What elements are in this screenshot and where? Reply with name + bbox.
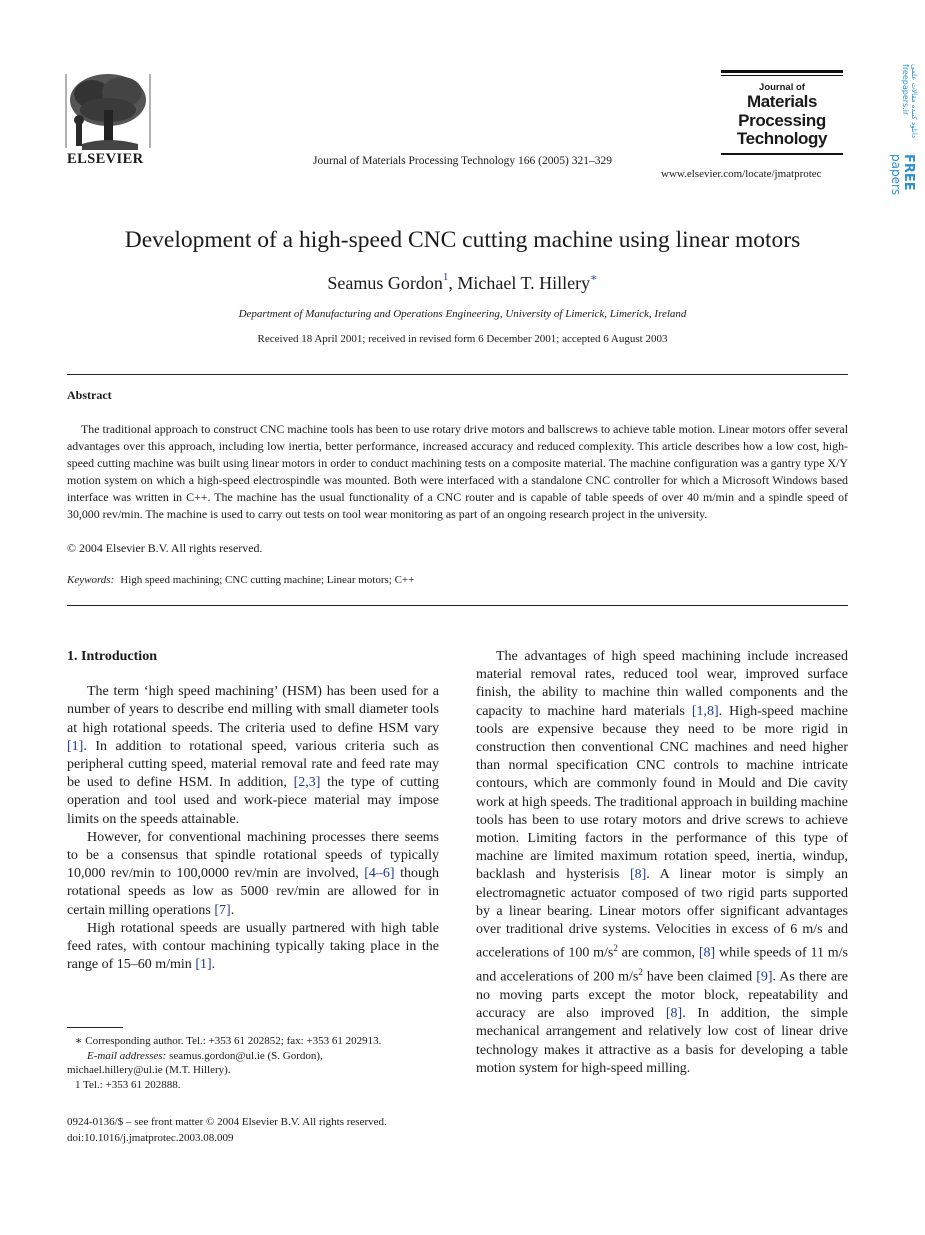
citation-link[interactable]: [8] [698,945,716,961]
journal-title-box [721,70,843,155]
keywords-text: High speed machining; CNC cutting machine; Linear motors; C++ [120,574,415,586]
journal-of-label: Journal of [759,82,805,93]
journal-url[interactable]: www.elsevier.com/locate/jmatprotec [661,168,822,180]
issn-line: 0924-0136/$ – see front matter © 2004 Elsevier B.V. All rights reserved. [67,1116,387,1128]
paragraph-1: The term ‘high speed machining’ (HSM) has been used for a number of years to describe end milling with small diameter tools at high rotational speeds. The criteria used to define HSM vary [1]. In addition to rotational speed, various criteria such as peripheral cutting speed, material removal rate and feed rate may be used to define HSM. In addition, [2,3] the type of cutting operation and tool used and work-piece material may impose limits on the speeds attainable. [67,684,439,827]
elsevier-tree-icon [62,70,154,152]
paragraph-2: However, for conventional machining processes there seems to be a consensus that spindle rotational speeds of typically 10,000 rev/min to 100,0000 rev/min are involved, [4–6] though rotational speeds as low as 5000 rev/min are allowed for in certain milling operations [7]. [67,829,440,918]
section-heading: 1. Introduction [67,649,157,664]
email-1[interactable]: seamus.gordon@ul.ie (S. Gordon), [166,1049,323,1062]
citation-link[interactable]: [9] [756,969,773,985]
paragraph-3: High rotational speeds are usually partnered with high table feed rates, with contour machining typically taking place in the range of 15–60 m/min [1]. [67,920,439,973]
abstract-heading: Abstract [67,388,112,402]
badge-free: FREE [901,154,916,191]
citation-link[interactable]: [1] [67,738,84,754]
footnote-corresponding: ∗ Corresponding author. Tel.: +353 61 202852; fax: +353 61 202913. [75,1035,382,1047]
abstract-copyright: © 2004 Elsevier B.V. All rights reserved. [67,541,263,555]
author-separator: , [448,273,458,293]
journal-name-line3: Technology [736,129,828,148]
author-1-mark[interactable]: 1 [442,271,449,283]
journal-reference: Journal of Materials Processing Technology 166 (2005) 321–329 [313,155,612,167]
abstract-text: The traditional approach to construct CNC machine tools has been to use rotary drive motors and ballscrews to achieve table motion. Linear motors offer several advantages over this approach, including low inertia, better performance, increased accuracy and reduced complexity. This article describes how a low cost, high-speed cutting machine was built using linear motors in order to conduct machining tests on a composite material. The machine configuration was a gantry type X/Y motion system on which a high-speed electrospindle was mounted. Both were interfaced with a standalone CNC controller for which a Microsoft Windows based interface was written in C++. The machine has the usual functionality of a CNC router and is capable of table speeds of over 40 m/min and a spindle speed of 30,000 rev/min. The machine is used to carry out tests on tool wear monitoring as part of an ongoing research project in the university. [67,422,848,521]
citation-link[interactable]: [1,8] [691,703,719,719]
citation-link[interactable]: [8] [629,867,647,883]
citation-link[interactable]: [8] [665,1006,683,1022]
footnote-1: 1 Tel.: +353 61 202888. [75,1078,181,1091]
received-dates: Received 18 April 2001; received in revised form 6 December 2001; accepted 6 August 2003 [257,333,668,345]
journal-name-line1: Materials [746,92,818,111]
footnotes [67,1034,439,1092]
badge-arabic: دانلود کننده مقالات علمی [910,64,918,139]
left-column [67,648,439,974]
publisher-name: ELSEVIER [67,151,144,167]
free-papers-badge[interactable] [888,62,918,202]
divider-top [67,374,848,375]
email-label: E-mail addresses: [87,1049,167,1062]
citation-link[interactable]: [1] [195,957,212,973]
email-2[interactable]: michael.hillery@ul.ie (M.T. Hillery). [67,1064,231,1076]
author-line [0,273,925,294]
footnote-rule [67,1027,123,1028]
journal-name-line2: Processing [738,110,826,130]
keywords-label: Keywords: [67,574,115,586]
badge-site: freepapers.ir [901,64,910,116]
citation-link[interactable]: [7] [214,902,231,918]
divider-bottom [67,605,848,606]
author-2: Michael T. Hillery [457,273,591,293]
citation-link[interactable]: [4–6] [364,866,395,882]
affiliation: Department of Manufacturing and Operations Engineering, University of Limerick, Limerick, Ireland [238,308,687,320]
author-1: Seamus Gordon [327,273,443,293]
article-title: Development of a high-speed CNC cutting machine using linear motors [124,227,801,253]
bottom-note [67,1115,387,1146]
author-2-mark[interactable]: ∗ [590,272,598,284]
paragraph-4: The advantages of high speed machining include increased material removal rates, reduced tool wear, improved surface finish, the ability to machine thin walled components and the capacity to machine hard materials [1,8]. High-speed machine tools are expensive because they need to be more rigid in construction then conventional CNC machines and need higher than normal specification CNC controls to machine intricate contours, which are commonly found in Mould and Die cavity work at high speeds. The traditional approach in building machine tools has been to use rotary motors and drive screws to achieve motion. Limiting factors in the performance of this type of machine are limited maximum rotation speed, inertia, windup, backlash and hysterisis [8]. A linear motor is simply an electromagnetic actuator composed of two rigid parts supported by a linear bearing. Linear motors offer significant advantages over traditional drive systems. Velocities in excess of 6 m/s and accelerations of 100 $m/s^2$ are common, [8] while speeds of 11 m/s and accelerations of 200 $m/s^2$ have been claimed [9]. As there are no moving parts except the motor block, repeatability and accuracy are also improved [8]. In addition, the simple mechanical arrangement and relatively low cost of linear drive technology makes it attractive as a basis for developing a table motion system for high-speed milling. [476,649,848,1076]
doi-line[interactable]: doi:10.1016/j.jmatprotec.2003.08.009 [67,1131,234,1144]
keywords [67,574,414,586]
citation-link[interactable]: [2,3] [293,775,321,791]
right-column [476,648,848,1078]
badge-papers: papers [889,154,903,196]
